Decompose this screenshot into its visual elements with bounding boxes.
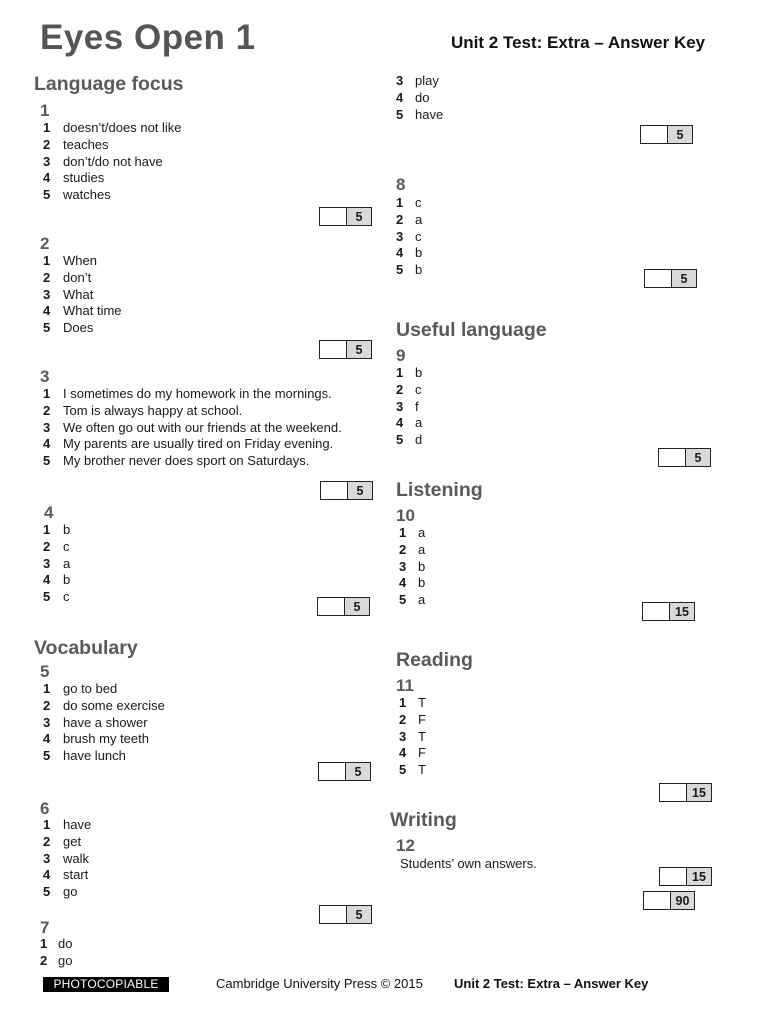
answer-item: 2 a [396, 211, 423, 227]
answer-item: 5 watches [43, 187, 111, 203]
answer-item: 4 a [396, 415, 423, 431]
answer-item: 2 F [399, 711, 426, 727]
answer-item: 4 studies [43, 170, 105, 186]
exercise-8-answers [396, 195, 422, 279]
exercise-12-answer: Students’ own answers. [400, 856, 537, 871]
answer-item: 4 b [43, 572, 71, 588]
answer-item: 4 brush my teeth [43, 731, 149, 747]
exercise-number: 2 [40, 234, 50, 253]
answer-item: 5 T [399, 762, 426, 778]
score-box: 5 [658, 448, 711, 467]
exercise-10-answers [399, 525, 425, 609]
exercise-number: 5 [40, 662, 50, 681]
answer-item: 5 My brother never does sport on Saturdays. [43, 453, 310, 469]
exercise-number: 4 [44, 503, 54, 522]
brand-title: Eyes Open 1 [40, 18, 256, 57]
answer-item: 3 don’t/do not have [43, 153, 163, 169]
answer-item: 2 get [43, 833, 82, 849]
answer-item: 1 go to bed [43, 681, 118, 696]
exercise-number: 3 [40, 367, 50, 386]
section-language-focus: Language focus [34, 73, 184, 95]
answer-item: 1 have [43, 817, 92, 832]
answer-item: 3 T [399, 728, 426, 744]
exercise-4-answers [43, 522, 70, 606]
answer-item: 3 a [43, 555, 71, 571]
exercise-9-answers [396, 365, 422, 449]
answer-item: 5 b [396, 262, 423, 278]
exercise-number: 6 [40, 799, 50, 818]
exercise-number: 7 [40, 918, 50, 937]
exercise-3-answers [43, 386, 342, 470]
answer-item: 3 b [399, 558, 426, 574]
answer-item: 3 play [396, 73, 439, 88]
exercise-7-answers-part2 [396, 73, 443, 123]
answer-item: 4 b [396, 245, 423, 261]
score-box: 5 [318, 762, 371, 781]
section-reading: Reading [396, 649, 473, 671]
footer-unit: Unit 2 Test: Extra – Answer Key [454, 976, 649, 991]
exercise-number: 9 [396, 346, 406, 365]
answer-item: 5 a [399, 592, 426, 608]
exercise-number: 11 [396, 676, 414, 695]
answer-item: 2 do some exercise [43, 697, 165, 713]
exercise-number: 12 [396, 836, 415, 855]
answer-item: 4 b [399, 575, 426, 591]
score-box: 5 [320, 481, 373, 500]
total-score-box: 90 [643, 891, 695, 910]
score-box: 15 [659, 783, 712, 802]
answer-item: 1 T [399, 695, 426, 710]
answer-item: 4 start [43, 867, 89, 883]
answer-item: 4 What time [43, 303, 122, 319]
answer-item: 2 c [43, 538, 70, 554]
answer-item: 3 We often go out with our friends at the weekend. [43, 419, 342, 435]
answer-item: 5 d [396, 432, 423, 448]
score-box: 5 [317, 597, 370, 616]
score-box: 15 [642, 602, 695, 621]
score-box: 5 [640, 125, 693, 144]
answer-item: 2 don’t [43, 269, 92, 285]
exercise-7-answers-part1 [40, 936, 72, 970]
exercise-number: 1 [40, 101, 50, 120]
answer-item: 1 b [396, 365, 423, 380]
exercise-11-answers [399, 695, 426, 779]
exercise-2-answers [43, 253, 122, 337]
answer-item: 4 My parents are usually tired on Friday evening. [43, 436, 334, 452]
answer-item: 3 have a shower [43, 714, 148, 730]
answer-item: 1 a [399, 525, 426, 540]
exercise-6-answers [43, 817, 91, 901]
answer-item: 3 walk [43, 850, 90, 866]
answer-item: 1 doesn’t/does not like [43, 120, 182, 135]
answer-item: 2 Tom is always happy at school. [43, 402, 243, 418]
section-listening: Listening [396, 479, 483, 501]
exercise-number: 10 [396, 506, 415, 525]
score-box: 5 [644, 269, 697, 288]
answer-item: 5 Does [43, 320, 94, 336]
exercise-1-answers [43, 120, 182, 204]
answer-item: 5 have [396, 106, 444, 122]
answer-item: 4 do [396, 89, 430, 105]
answer-item: 1 c [396, 195, 422, 210]
exercise-number: 8 [396, 175, 406, 194]
footer-publisher: Cambridge University Press © 2015 [216, 976, 423, 991]
answer-item: 5 go [43, 884, 78, 900]
score-box: 5 [319, 207, 372, 226]
answer-item: 2 teaches [43, 136, 109, 152]
photocopiable-badge: PHOTOCOPIABLE [43, 977, 169, 992]
answer-item: 5 have lunch [43, 748, 126, 764]
answer-item: 5 c [43, 589, 70, 605]
score-box: 5 [319, 905, 372, 924]
answer-item: 2 go [40, 952, 73, 968]
answer-item: 1 b [43, 522, 71, 537]
answer-item: 4 F [399, 745, 426, 761]
answer-item: 3 f [396, 398, 419, 414]
answer-item: 3 c [396, 228, 422, 244]
answer-item: 2 c [396, 381, 422, 397]
answer-item: 3 What [43, 286, 94, 302]
answer-item: 1 I sometimes do my homework in the mornings. [43, 386, 332, 401]
answer-item: 1 When [43, 253, 97, 268]
section-vocabulary: Vocabulary [34, 637, 138, 659]
section-useful-language: Useful language [396, 319, 547, 341]
score-box: 15 [659, 867, 712, 886]
exercise-5-answers [43, 681, 165, 765]
section-writing: Writing [390, 809, 457, 831]
score-box: 5 [319, 340, 372, 359]
answer-item: 1 do [40, 936, 73, 951]
answer-item: 2 a [399, 541, 426, 557]
page-subtitle: Unit 2 Test: Extra – Answer Key [451, 33, 706, 52]
